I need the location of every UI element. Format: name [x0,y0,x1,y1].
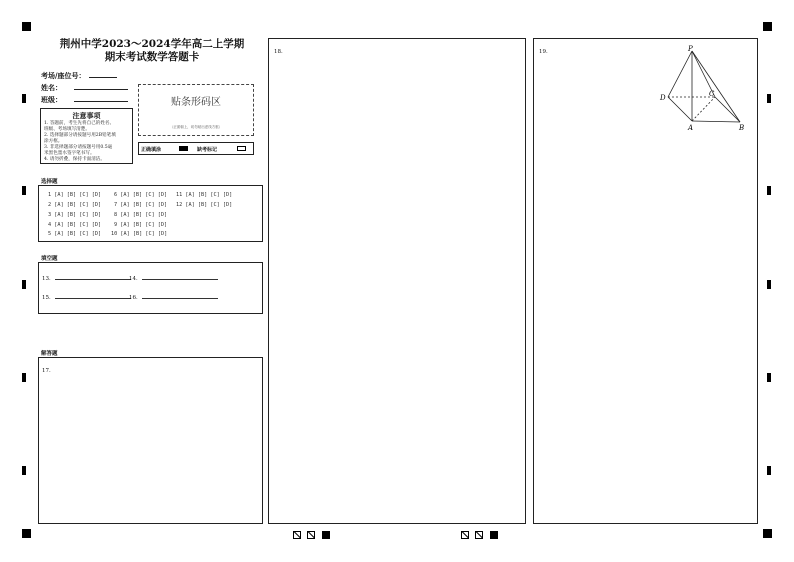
vertex-P: P [688,45,693,53]
choice-q5[interactable]: 5 [A] [B] [C] [D] [48,231,102,237]
vertex-C: C [709,90,715,98]
q18-answer-box[interactable] [268,38,526,524]
q13-number: 13． [42,276,55,282]
note-line: 班级、考场填写清楚。 [44,127,90,132]
hatch-mark [293,531,301,539]
corner-mark-bottom-left [22,529,31,538]
fill-blank-box [38,262,263,314]
barcode-note: （正面朝上，切勿贴出虚线方框） [169,125,223,129]
corner-mark-bottom-right [763,529,772,538]
q15-number: 15． [42,295,55,301]
choice-q4[interactable]: 4 [A] [B] [C] [D] [48,222,102,228]
q19-number: 19. [539,49,548,55]
timing-mark [767,373,771,382]
q14-blank[interactable] [129,273,218,282]
q14-line[interactable] [142,273,218,280]
timing-mark [767,280,771,289]
q15-blank[interactable] [42,292,131,301]
q19-answer-box[interactable] [533,38,758,524]
barcode-area [138,84,254,136]
edge-PB [692,51,740,122]
q16-line[interactable] [142,292,218,299]
choice-section-label: 选择题 [41,179,58,185]
solid-mark [322,531,330,539]
q13-blank[interactable] [42,273,131,282]
timing-mark [767,466,771,475]
title-line-2: 期末考试数学答题卡 [104,51,200,63]
notes-box [40,108,133,164]
exam-seat-line[interactable] [89,70,117,78]
vertex-A: A [688,124,694,132]
choice-q10[interactable]: 10 [A] [B] [C] [D] [111,231,168,237]
choice-box [38,185,263,242]
choice-q12[interactable]: 12 [A] [B] [C] [D] [176,202,233,208]
timing-mark [22,280,26,289]
correct-fill-sample [179,146,188,151]
choice-q2[interactable]: 2 [A] [B] [C] [D] [48,202,102,208]
absent-mark-checkbox[interactable] [237,146,246,151]
choice-q3[interactable]: 3 [A] [B] [C] [D] [48,212,102,218]
solid-mark [490,531,498,539]
q14-number: 14． [129,276,142,282]
timing-mark [22,94,26,103]
title-line-1: 荆州中学2023～2024学年高二上学期 [59,38,245,50]
edge-DA [668,97,692,121]
note-line: 2. 选择题部分请按题号用2B铅笔填 [44,133,116,138]
edge-PD [668,51,692,97]
corner-mark-top-right [763,22,772,31]
name-field[interactable] [41,82,128,93]
hatch-mark [461,531,469,539]
exam-seat-field[interactable] [41,70,117,81]
pyramid-figure [659,45,749,135]
note-line: 米黑色墨水签字笔书写。 [44,151,95,156]
edge-CB [715,97,740,122]
q18-number: 18. [274,49,283,55]
correct-fill-label: 正确填涂 [141,147,162,153]
page-title [40,38,264,64]
barcode-title: 贴条形码区 [171,97,221,108]
hatch-mark [475,531,483,539]
notes-title: 注意事项 [72,111,101,120]
vertex-B: B [739,124,745,132]
q16-blank[interactable] [129,292,218,301]
class-field[interactable] [41,94,128,105]
q15-line[interactable] [55,292,131,299]
note-line: 涂方框。 [44,139,63,144]
q17-answer-box[interactable] [38,357,263,524]
note-line: 1. 答题前，考生先将自己的姓名、 [44,121,115,126]
timing-mark [22,466,26,475]
edge-AB [692,121,740,122]
absent-mark-label: 缺考标记 [197,147,218,153]
fill-blank-section-label: 填空题 [41,256,58,262]
vertex-D: D [660,94,666,102]
note-line: 4. 请勿折叠，保持卡面清洁。 [44,157,105,162]
choice-q8[interactable]: 8 [A] [B] [C] [D] [114,212,168,218]
note-line: 3. 非选择题部分请按题号用0.5毫 [44,145,113,150]
fill-example-box [138,142,254,155]
name-label: 姓名： [41,83,62,92]
corner-mark-top-left [22,22,31,31]
timing-mark [767,94,771,103]
class-label: 班级： [41,95,62,104]
q16-number: 16． [129,295,142,301]
diagonal-AC [692,97,715,121]
hatch-mark [307,531,315,539]
q17-number: 17. [42,368,51,374]
choice-q1[interactable]: 1 [A] [B] [C] [D] [48,192,102,198]
name-line[interactable] [74,82,128,90]
choice-q7[interactable]: 7 [A] [B] [C] [D] [114,202,168,208]
choice-q9[interactable]: 9 [A] [B] [C] [D] [114,222,168,228]
timing-mark [22,186,26,195]
choice-q11[interactable]: 11 [A] [B] [C] [D] [176,192,233,198]
class-line[interactable] [74,94,128,102]
q13-line[interactable] [55,273,131,280]
timing-mark [22,373,26,382]
choice-q6[interactable]: 6 [A] [B] [C] [D] [114,192,168,198]
timing-mark [767,186,771,195]
exam-seat-label: 考场/座位号： [41,71,86,80]
solve-section-label: 解答题 [41,351,58,357]
